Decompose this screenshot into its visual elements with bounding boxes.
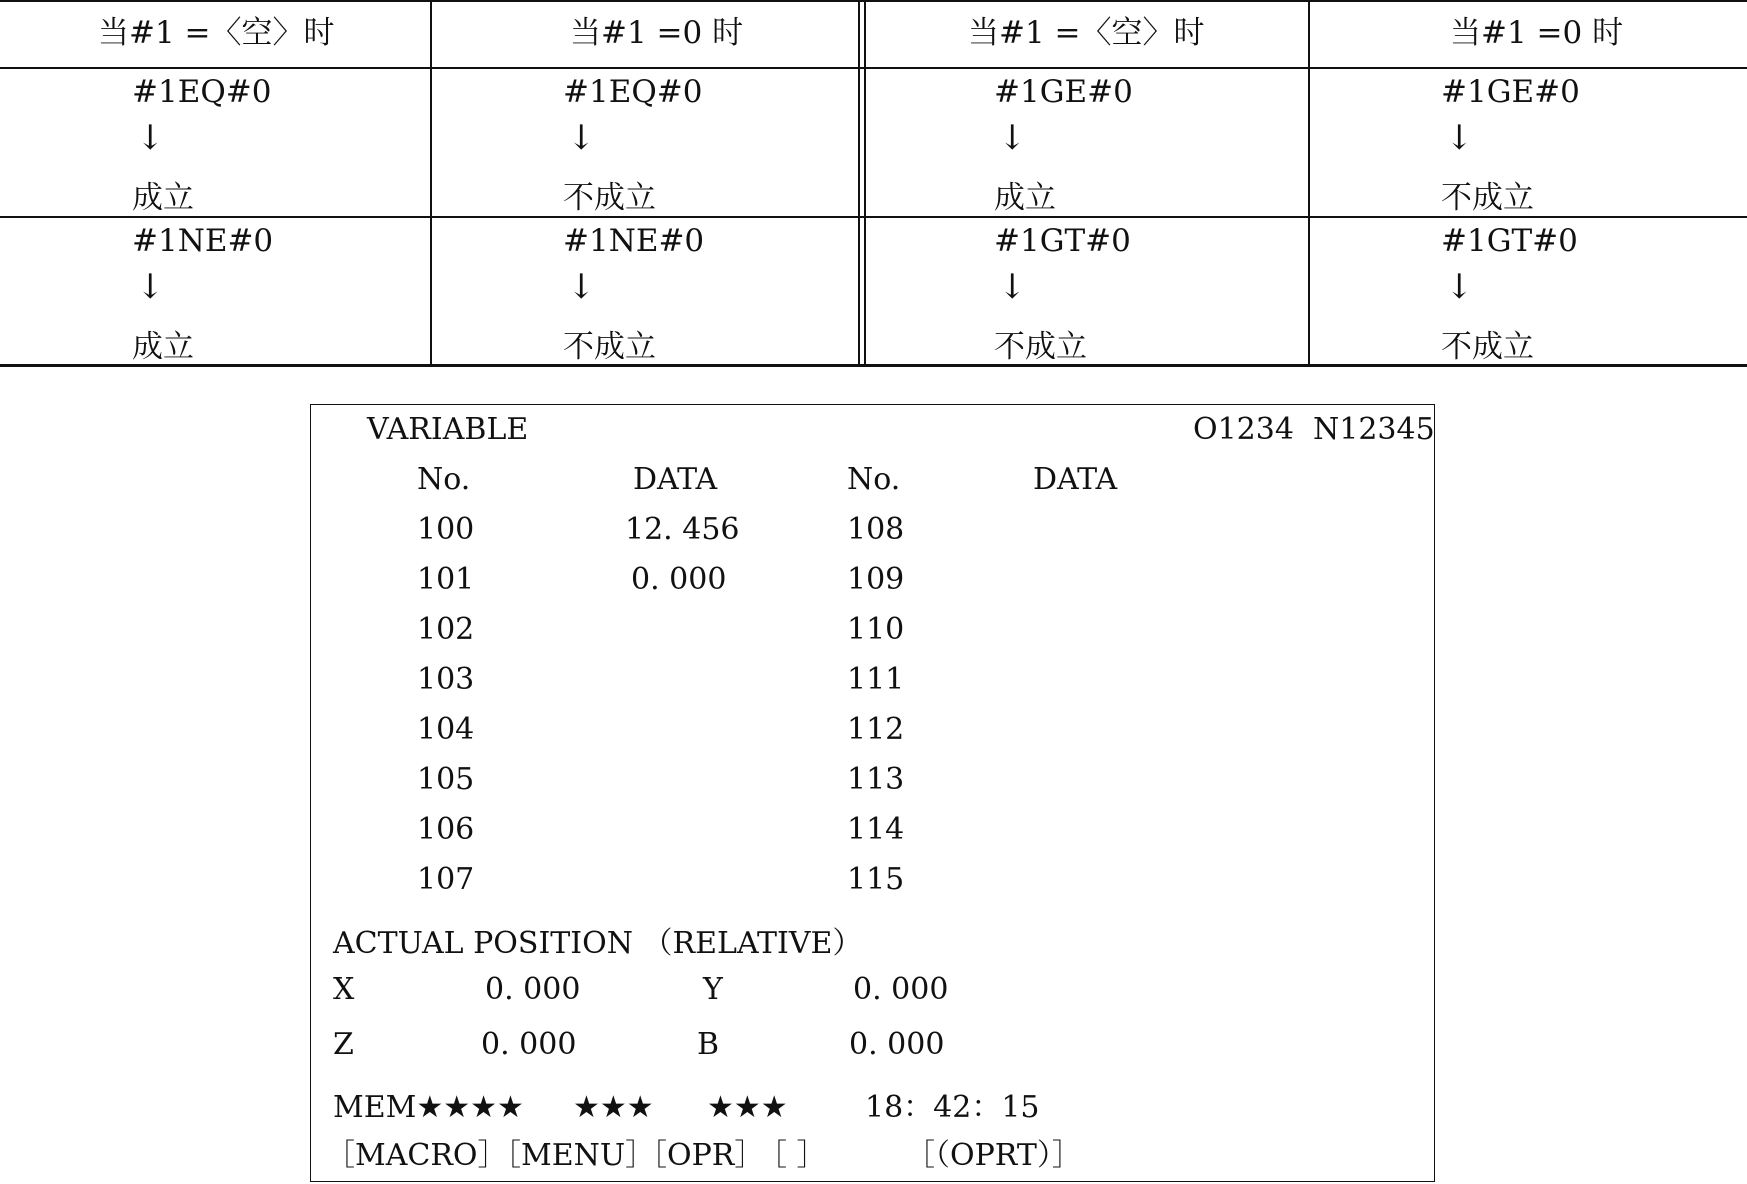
variable-number: 115 <box>847 862 905 897</box>
table-cell-result: 不成立 <box>994 329 1087 365</box>
table-cell-expression: #1EQ#0 <box>132 74 272 110</box>
status-stars: ★★★ <box>707 1090 788 1125</box>
axis-label-b: B <box>697 1027 720 1062</box>
table-double-rule-right <box>864 0 866 366</box>
down-arrow-icon: ↓ <box>567 267 596 307</box>
condition-comparison-table <box>0 0 1747 366</box>
table-header: 当#1 =0 时 <box>1450 15 1624 51</box>
mode-indicator: MEM★★★★ <box>333 1090 524 1125</box>
table-cell-expression: #1GE#0 <box>1441 74 1580 110</box>
variable-value[interactable]: 0. 000 <box>631 562 727 597</box>
softkey-oprt[interactable]: ［（OPRT）］ <box>905 1138 1082 1173</box>
variable-number: 108 <box>847 512 905 547</box>
variable-number: 107 <box>417 862 475 897</box>
softkey-opr[interactable]: ［OPR］ <box>637 1138 765 1173</box>
table-cell-expression: #1GT#0 <box>1441 223 1578 259</box>
down-arrow-icon: ↓ <box>136 118 165 158</box>
axis-label-z: Z <box>333 1027 354 1062</box>
cnc-variable-screen <box>310 404 1435 1182</box>
down-arrow-icon: ↓ <box>998 118 1027 158</box>
column-header-data: DATA <box>1033 462 1118 497</box>
column-header-no: No. <box>417 462 471 497</box>
variable-number: 106 <box>417 812 475 847</box>
table-header-rule <box>0 67 1747 69</box>
softkey-menu[interactable]: ［MENU］ <box>491 1138 656 1173</box>
table-cell-result: 不成立 <box>1441 329 1534 365</box>
variable-number: 114 <box>847 812 905 847</box>
table-header: 当#1 =〈空〉时 <box>98 15 335 51</box>
table-cell-result: 成立 <box>994 180 1056 216</box>
table-cell-result: 不成立 <box>563 329 656 365</box>
table-cell-result: 不成立 <box>1441 180 1534 216</box>
variable-number: 105 <box>417 762 475 797</box>
table-cell-result: 成立 <box>132 329 194 365</box>
variable-number: 111 <box>847 662 905 697</box>
down-arrow-icon: ↓ <box>1445 267 1474 307</box>
axis-label-x: X <box>333 972 355 1007</box>
table-col-rule <box>1308 0 1310 366</box>
axis-label-y: Y <box>703 972 723 1007</box>
screen-title: VARIABLE <box>367 412 529 447</box>
variable-number: 112 <box>847 712 905 747</box>
variable-number: 103 <box>417 662 475 697</box>
variable-number: 100 <box>417 512 475 547</box>
table-cell-expression: #1GE#0 <box>994 74 1133 110</box>
variable-number: 104 <box>417 712 475 747</box>
position-section-title: ACTUAL POSITION （RELATIVE） <box>333 926 863 961</box>
axis-value-b: 0. 000 <box>849 1027 945 1062</box>
program-number: O1234 <box>1193 412 1294 447</box>
table-cell-result: 成立 <box>132 180 194 216</box>
variable-number: 109 <box>847 562 905 597</box>
variable-value[interactable]: 12. 456 <box>625 512 740 547</box>
table-header: 当#1 =0 时 <box>570 15 744 51</box>
axis-value-z: 0. 000 <box>481 1027 577 1062</box>
table-top-rule <box>0 0 1747 2</box>
down-arrow-icon: ↓ <box>567 118 596 158</box>
softkey-macro[interactable]: ［MACRO］ <box>325 1138 508 1173</box>
sequence-number: N12345 <box>1313 412 1435 447</box>
table-header: 当#1 =〈空〉时 <box>968 15 1205 51</box>
softkey-blank[interactable]: ［ ］ <box>757 1138 827 1173</box>
variable-number: 101 <box>417 562 475 597</box>
table-cell-expression: #1EQ#0 <box>563 74 703 110</box>
clock-time: 18：42：15 <box>865 1090 1040 1125</box>
variable-number: 102 <box>417 612 475 647</box>
axis-value-y: 0. 000 <box>853 972 949 1007</box>
table-cell-result: 不成立 <box>563 180 656 216</box>
variable-number: 110 <box>847 612 905 647</box>
column-header-data: DATA <box>633 462 718 497</box>
table-col-rule <box>430 0 432 366</box>
column-header-no: No. <box>847 462 901 497</box>
down-arrow-icon: ↓ <box>1445 118 1474 158</box>
axis-value-x: 0. 000 <box>485 972 581 1007</box>
table-cell-expression: #1NE#0 <box>132 223 274 259</box>
variable-number: 113 <box>847 762 905 797</box>
table-cell-expression: #1GT#0 <box>994 223 1131 259</box>
table-cell-expression: #1NE#0 <box>563 223 705 259</box>
table-double-rule-left <box>858 0 860 366</box>
status-stars: ★★★ <box>573 1090 654 1125</box>
down-arrow-icon: ↓ <box>998 267 1027 307</box>
down-arrow-icon: ↓ <box>136 267 165 307</box>
